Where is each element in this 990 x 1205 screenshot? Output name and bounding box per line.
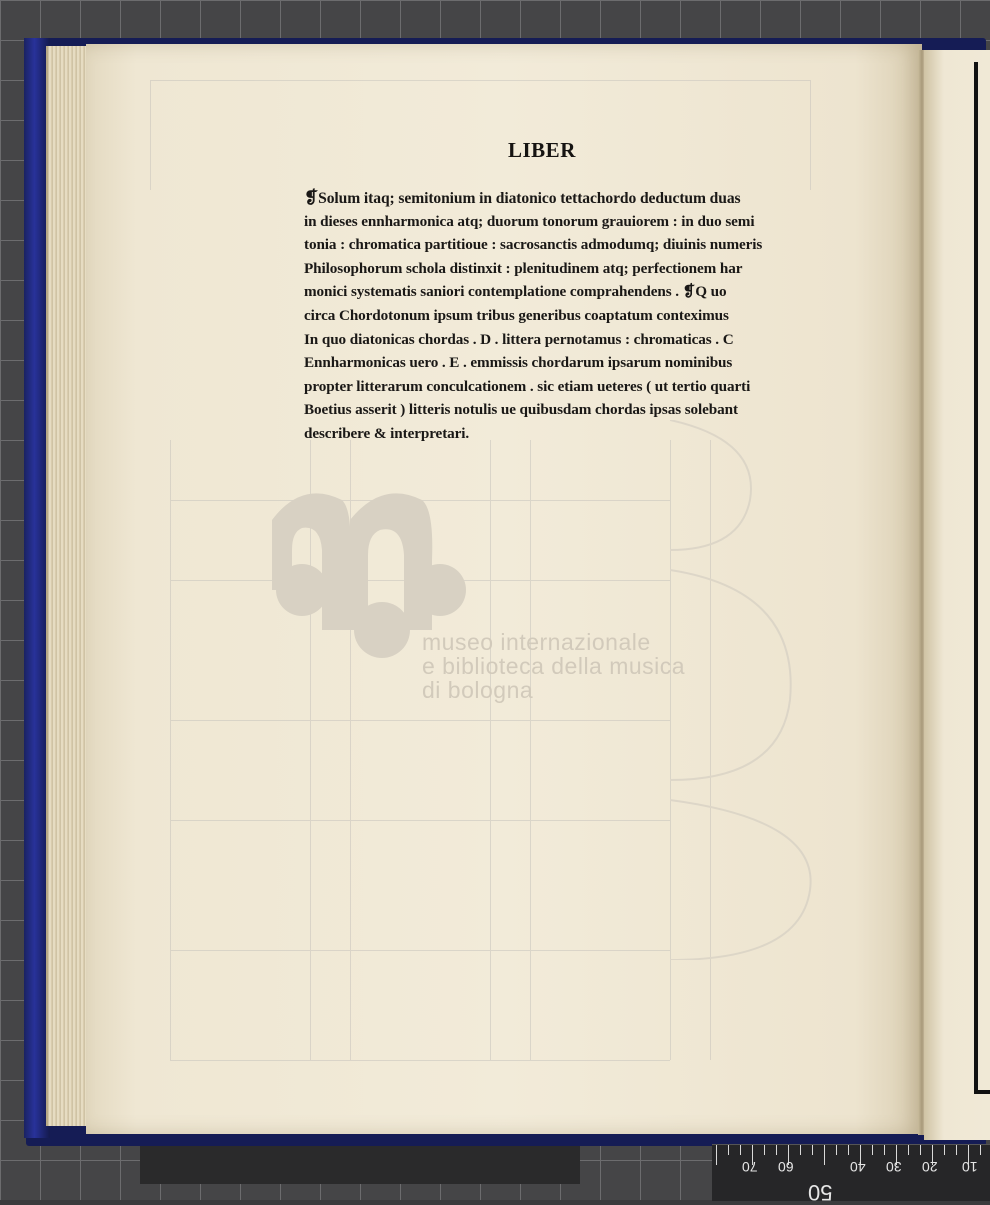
book-support bbox=[140, 1144, 580, 1184]
text-line-11: describere & interpretari. bbox=[304, 424, 470, 442]
ruler-label-10: 10 bbox=[962, 1159, 978, 1175]
text-line-9: propter litterarum conculcationem . sic etiam ueteres ( ut tertio quarti bbox=[304, 377, 751, 395]
ruler-label-40: 40 bbox=[850, 1159, 866, 1175]
text-line-7: In quo diatonicas chordas . D . littera pernotamus : chromaticas . C bbox=[304, 330, 734, 348]
measuring-ruler bbox=[712, 1144, 990, 1205]
running-head: LIBER bbox=[508, 138, 576, 162]
ruler-label-70: 70 bbox=[742, 1159, 758, 1175]
watermark-line-3: di bologna bbox=[422, 677, 534, 703]
right-page-border bbox=[974, 62, 978, 1092]
watermark bbox=[262, 480, 742, 710]
ruler-label-60: 60 bbox=[778, 1159, 794, 1175]
text-line-8: Ennharmonicas uero . E . emmissis chordarum ipsarum nominibus bbox=[304, 354, 733, 372]
right-page bbox=[924, 50, 990, 1140]
text-line-2: in dieses ennharmonica atq; duorum tonorum grauiorem : in duo semi bbox=[304, 212, 755, 230]
ruler-label-50: 50 bbox=[808, 1180, 833, 1205]
text-line-3: tonia : chromatica partitioue : sacrosanctis admodumq; diuinis numeris bbox=[304, 236, 763, 254]
text-line-6: circa Chordotonum ipsum tribus generibus coaptatum conteximus bbox=[304, 306, 729, 324]
ruler-label-30: 30 bbox=[886, 1159, 902, 1175]
paragraph-mark-icon: ❡ bbox=[304, 188, 319, 207]
text-line-1: ❡Solum itaq; semitonium in diatonico tettachordo deductum duas bbox=[304, 188, 741, 207]
text-block bbox=[304, 186, 834, 446]
watermark-line-1: museo internazionale bbox=[422, 629, 651, 655]
right-page-border-foot bbox=[974, 1090, 990, 1094]
text-line-10: Boetius asserit ) litteris notulis ue quibusdam chordas ipsas solebant bbox=[304, 401, 738, 419]
ruler-label-20: 20 bbox=[922, 1159, 938, 1175]
text-line-4: Philosophorum schola distinxit : plenitudinem atq; perfectionem har bbox=[304, 259, 743, 277]
text-line-5: monici systematis saniori contemplatione comprahendens . ❡Q uo bbox=[304, 283, 727, 301]
watermark-line-2: e biblioteca della musica bbox=[422, 653, 686, 679]
